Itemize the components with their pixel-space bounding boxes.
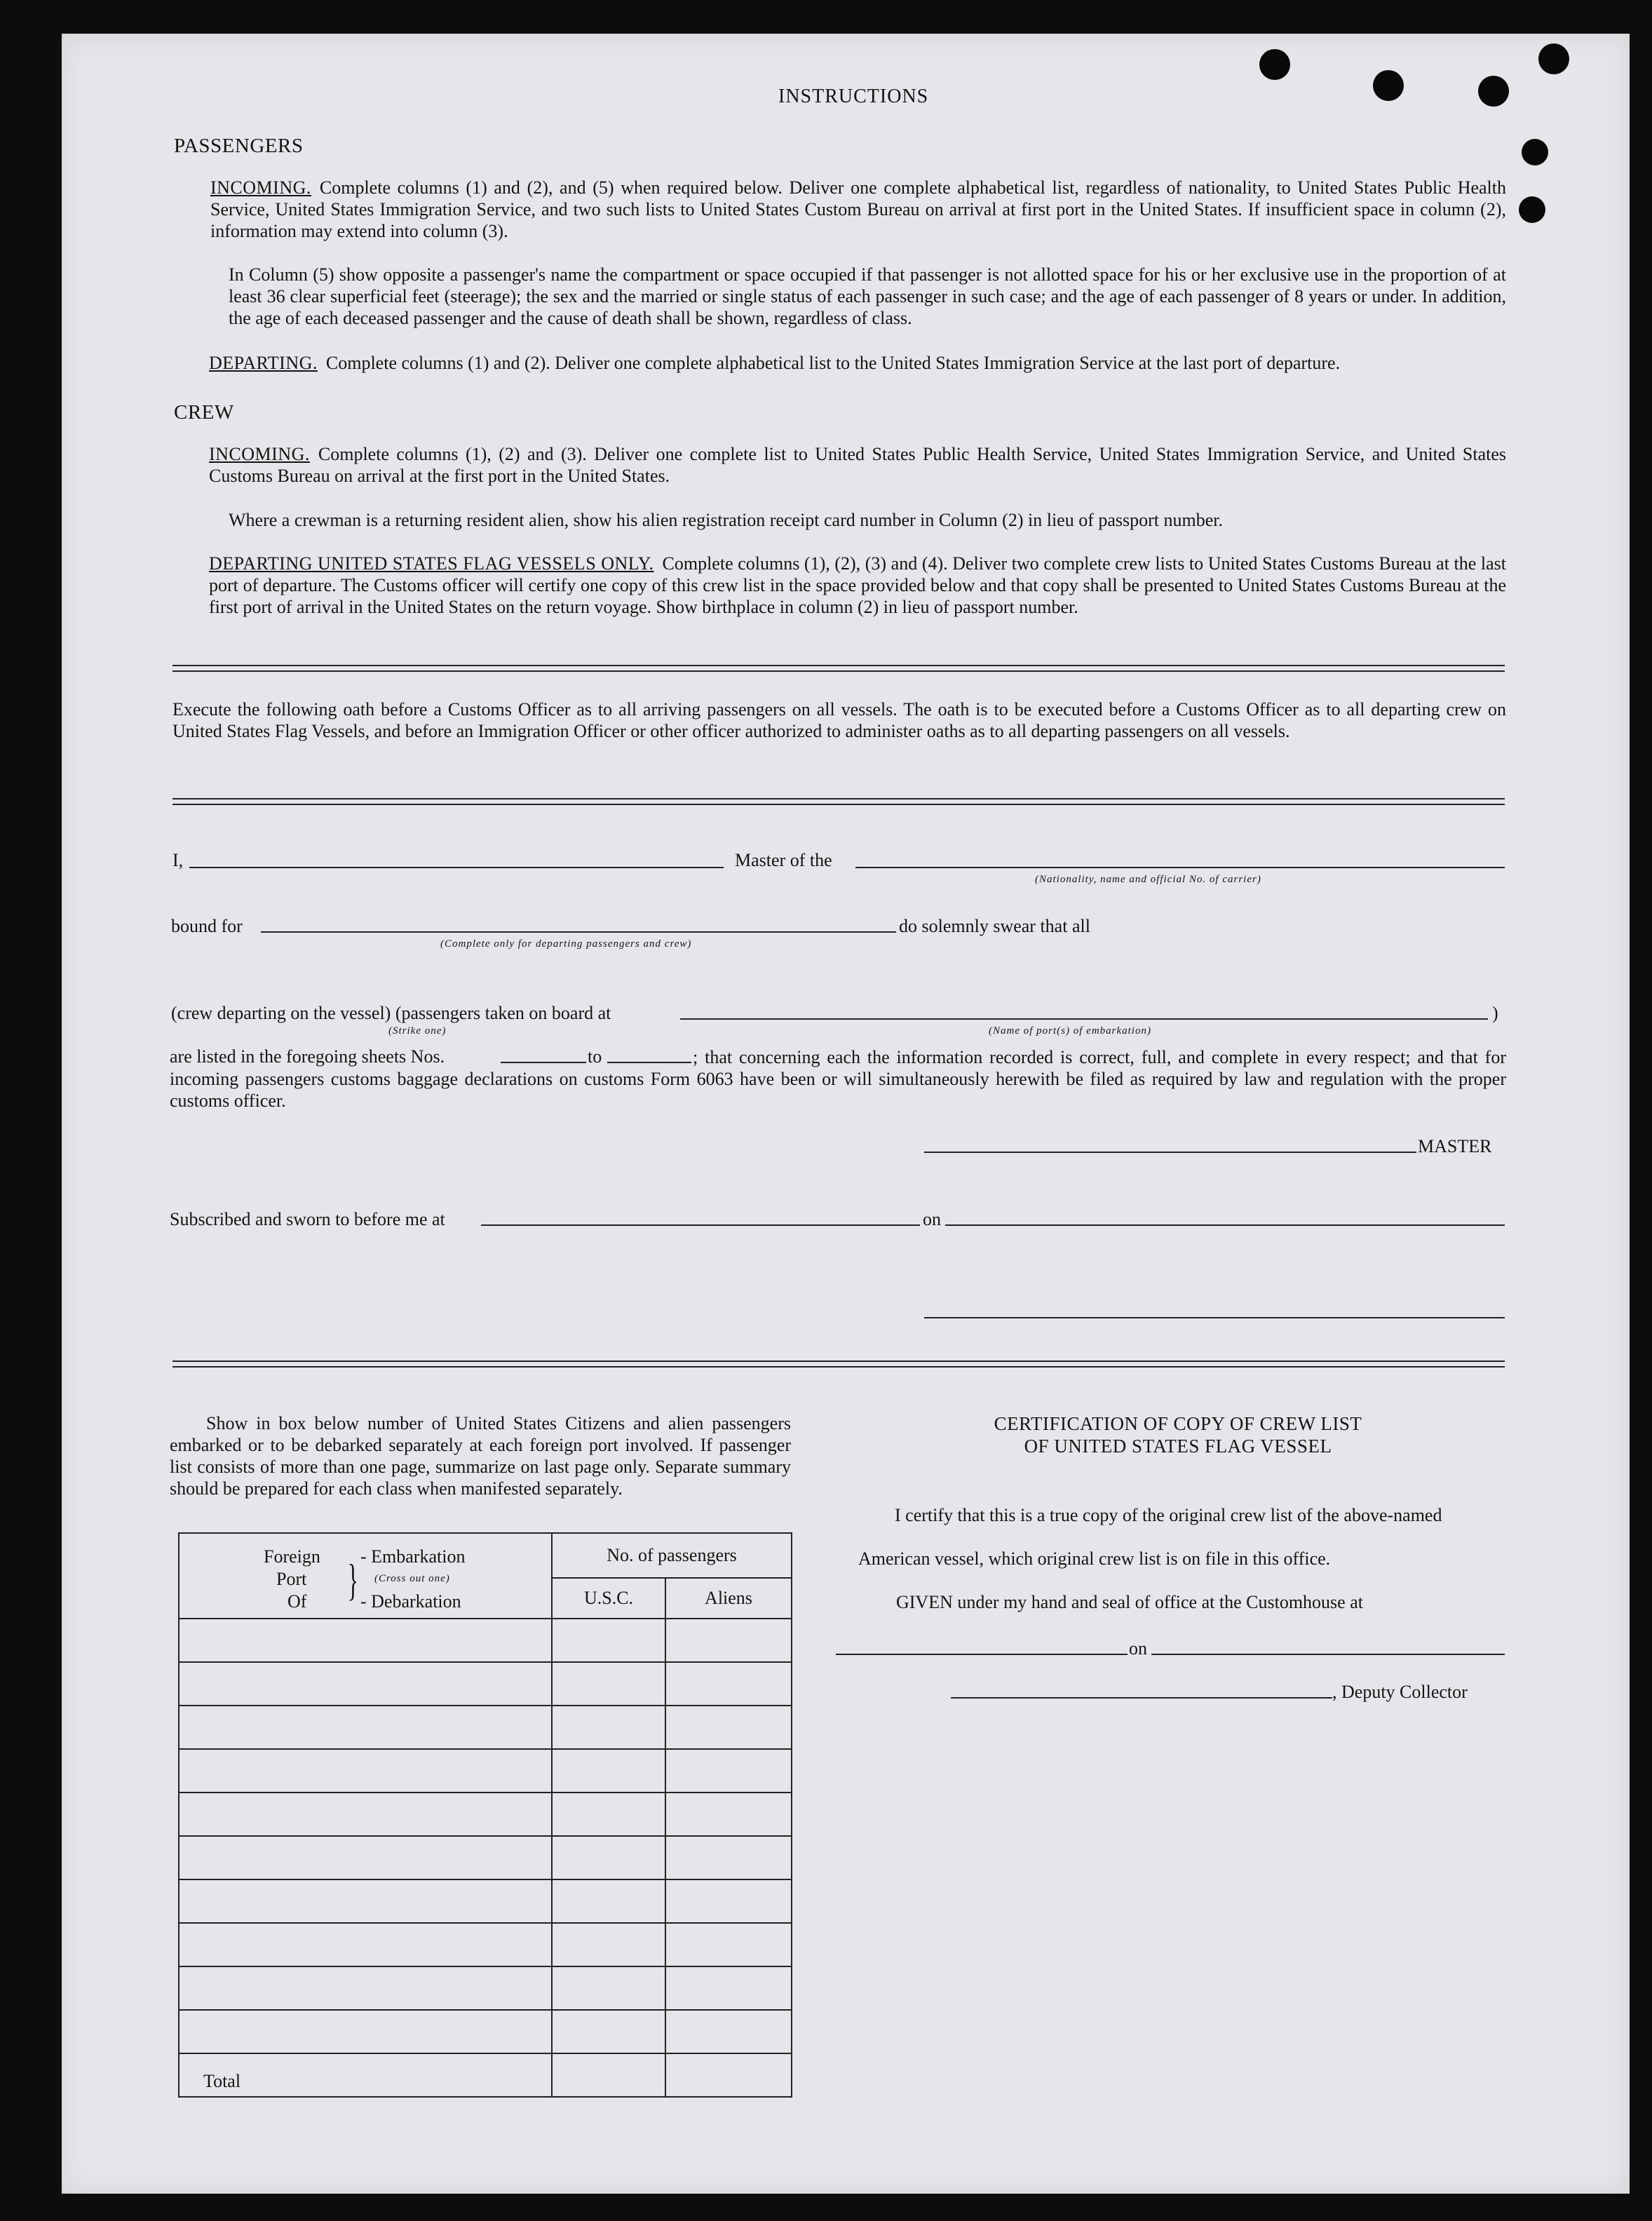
no-passengers-header: No. of passengers	[552, 1533, 792, 1578]
bound-for-field[interactable]	[261, 931, 896, 933]
subscribed-label: Subscribed and sworn to before me at	[170, 1209, 445, 1229]
table-row	[179, 1662, 792, 1706]
strike-hint: (Strike one)	[388, 1025, 447, 1037]
crew-departing-label: DEPARTING UNITED STATES FLAG VESSELS ONLY.	[209, 553, 654, 574]
port-cell[interactable]	[179, 1706, 552, 1749]
punch-hole	[1259, 49, 1290, 80]
port-cell[interactable]	[179, 1923, 552, 1966]
oath-instruction: Execute the following oath before a Customs Officer as to all arriving passengers on all vessels. The oath is to be executed before a Customs Officer as to all departing crew on United States Flag Vessels, and before an Immigration Officer or other officer authorized to administer oaths as to all departing passengers on all vessels.	[172, 699, 1506, 741]
deputy-signature-field[interactable]	[951, 1697, 1332, 1699]
table-row	[179, 1793, 792, 1836]
usc-cell[interactable]	[552, 1836, 665, 1879]
passengers-incoming-paragraph	[210, 177, 1506, 242]
port-cell[interactable]	[179, 1836, 552, 1879]
crew-incoming-paragraph	[209, 443, 1506, 487]
table-row	[179, 1706, 792, 1749]
aliens-cell[interactable]	[665, 1879, 792, 1923]
port-cell[interactable]	[179, 1879, 552, 1923]
carrier-field[interactable]	[855, 867, 1505, 868]
table-row	[179, 2010, 792, 2053]
usc-cell[interactable]	[552, 1749, 665, 1793]
total-label: Total	[179, 2053, 552, 2097]
certification-heading-2: OF UNITED STATES FLAG VESSEL	[1024, 1436, 1332, 1457]
punch-hole	[1538, 43, 1569, 74]
aliens-cell[interactable]	[665, 2010, 792, 2053]
swear-label: do solemnly swear that all	[899, 916, 1090, 936]
table-row	[179, 1879, 792, 1923]
section-divider	[172, 665, 1505, 672]
aliens-cell[interactable]	[665, 1793, 792, 1836]
to-label: to	[588, 1046, 602, 1067]
summary-instruction: Show in box below number of United States Citizens and alien passengers embarked or to be debarked separately at each foreign port involved. If passenger list consists of more than one page, summarize on last page only. Separate summary should be prepared for each class when manifested separately.	[170, 1413, 791, 1499]
page-title: INSTRUCTIONS	[778, 86, 929, 107]
usc-cell[interactable]	[552, 1879, 665, 1923]
usc-cell[interactable]	[552, 2010, 665, 2053]
master-of-label: Master of the	[735, 850, 832, 870]
deputy-collector-label: , Deputy Collector	[1332, 1682, 1468, 1702]
bound-hint: (Complete only for departing passengers and crew)	[440, 938, 692, 950]
crew-passengers-label: (crew departing on the vessel) (passengers taken on board at	[171, 1003, 611, 1023]
punch-hole	[1373, 70, 1404, 101]
master-name-field[interactable]	[189, 867, 724, 868]
embarkation-label: - Embarkation	[360, 1546, 466, 1567]
officer-signature-field[interactable]	[924, 1317, 1505, 1318]
passengers-departing-label: DEPARTING.	[209, 353, 318, 373]
port-cell[interactable]	[179, 1793, 552, 1836]
sworn-date-field[interactable]	[945, 1224, 1505, 1226]
master-label: MASTER	[1418, 1136, 1492, 1156]
embarkation-port-field[interactable]	[680, 1018, 1488, 1020]
aliens-cell[interactable]	[665, 1966, 792, 2010]
table-row	[179, 1836, 792, 1879]
close-paren: )	[1492, 1003, 1498, 1023]
aliens-cell[interactable]	[665, 1619, 792, 1662]
aliens-header: Aliens	[665, 1578, 792, 1619]
passenger-summary-table	[178, 1532, 792, 2098]
aliens-total-cell[interactable]	[665, 2053, 792, 2097]
port-hint: (Name of port(s) of embarkation)	[989, 1025, 1151, 1037]
passengers-heading: PASSENGERS	[174, 135, 304, 157]
of-label: Of	[287, 1591, 307, 1612]
table-row	[179, 1749, 792, 1793]
port-cell[interactable]	[179, 1662, 552, 1706]
aliens-cell[interactable]	[665, 1662, 792, 1706]
bound-for-label: bound for	[171, 916, 243, 936]
cross-out-hint: (Cross out one)	[374, 1573, 450, 1584]
punch-hole	[1522, 139, 1548, 166]
passengers-departing-paragraph	[209, 352, 1506, 374]
debarkation-label: - Debarkation	[360, 1591, 461, 1612]
usc-cell[interactable]	[552, 1966, 665, 2010]
aliens-cell[interactable]	[665, 1923, 792, 1966]
certification-on-label: on	[1129, 1638, 1147, 1659]
brace-icon: }	[347, 1555, 359, 1605]
crew-heading: CREW	[174, 401, 234, 424]
sworn-place-field[interactable]	[481, 1224, 920, 1226]
section-divider	[172, 798, 1505, 805]
punch-hole	[1519, 196, 1545, 223]
table-row	[179, 1923, 792, 1966]
aliens-cell[interactable]	[665, 1706, 792, 1749]
certify-line-1: I certify that this is a true copy of the original crew list of the above-named	[895, 1505, 1442, 1525]
aliens-cell[interactable]	[665, 1836, 792, 1879]
port-label: Port	[276, 1569, 307, 1589]
passengers-departing-text: Complete columns (1) and (2). Deliver one complete alphabetical list to the United States Immigration Service at the last port of departure.	[325, 353, 1341, 373]
table-row	[179, 1966, 792, 2010]
aliens-cell[interactable]	[665, 1749, 792, 1793]
usc-cell[interactable]	[552, 1619, 665, 1662]
crew-departing-text: Complete columns (1), (2), (3) and (4). Deliver two complete crew lists to United States Customs Bureau at the last port of departure. The Customs officer will certify one copy of this crew list in the space provided below and that copy shall be presented to United States Customs Bureau at the first port of arrival in the United States on the return voyage. Show birthplace in column (2) in lieu of passport number.	[209, 553, 1506, 617]
punch-hole	[1478, 76, 1509, 107]
port-cell[interactable]	[179, 2010, 552, 2053]
usc-header: U.S.C.	[552, 1578, 665, 1619]
section-divider	[172, 1361, 1505, 1368]
foreign-port-header	[179, 1533, 552, 1619]
sworn-on-label: on	[923, 1209, 941, 1229]
crew-resident-paragraph: Where a crewman is a returning resident alien, show his alien registration receipt card number in Column (2) in lieu of passport number.	[229, 510, 1224, 530]
port-cell[interactable]	[179, 1749, 552, 1793]
usc-cell[interactable]	[552, 1923, 665, 1966]
usc-cell[interactable]	[552, 1793, 665, 1836]
sheets-label: are listed in the foregoing sheets Nos.	[170, 1046, 445, 1067]
passengers-incoming-text: Complete columns (1) and (2), and (5) when required below. Deliver one complete alphabetical list, regardless of nationality, to United States Public Health Service, United States Immigration Service, and two such lists to United States Custom Bureau on arrival at first port in the United States. If insufficient space in column (2), information may extend into column (3).	[210, 177, 1506, 241]
passengers-incoming-label: INCOMING.	[210, 177, 311, 198]
crew-incoming-label: INCOMING.	[209, 444, 310, 464]
crew-departing-paragraph	[209, 553, 1506, 618]
crew-incoming-text: Complete columns (1), (2) and (3). Deliver one complete list to United States Public Health Service, United States Immigration Service, and United States Customs Bureau on arrival at the first port in the United States.	[209, 444, 1506, 486]
customhouse-place-field[interactable]	[836, 1654, 1128, 1655]
carrier-hint: (Nationality, name and official No. of carrier)	[1035, 874, 1261, 885]
usc-total-cell[interactable]	[552, 2053, 665, 2097]
certification-date-field[interactable]	[1151, 1654, 1505, 1655]
oath-statement: ; that concerning each the information recorded is correct, full, and complete in every respect; and that for incoming passengers customs baggage declarations on customs Form 6063 have been or will simultaneously herewith be filed as required by law and regulation with the proper customs officer.	[170, 1047, 1506, 1111]
total-row	[179, 2053, 792, 2097]
usc-cell[interactable]	[552, 1706, 665, 1749]
certify-line-2: American vessel, which original crew list is on file in this office.	[858, 1548, 1331, 1569]
passengers-column5-paragraph: In Column (5) show opposite a passenger's name the compartment or space occupied if that passenger is not allotted space for his or her exclusive use in the proportion of at least 36 clear superficial feet (steerage); the sex and the married or single status of each passenger in such case; and the age of each passenger of 8 years or under. In addition, the age of each deceased passenger and the cause of death shall be shown, regardless of class.	[229, 264, 1506, 328]
port-cell[interactable]	[179, 1619, 552, 1662]
oath-i-label: I,	[172, 850, 184, 870]
table-row	[179, 1619, 792, 1662]
foreign-label: Foreign	[264, 1546, 320, 1567]
given-line: GIVEN under my hand and seal of office at the Customhouse at	[896, 1592, 1363, 1612]
port-cell[interactable]	[179, 1966, 552, 2010]
master-signature-field[interactable]	[924, 1152, 1416, 1153]
certification-heading-1: CERTIFICATION OF COPY OF CREW LIST	[994, 1413, 1362, 1434]
usc-cell[interactable]	[552, 1662, 665, 1706]
